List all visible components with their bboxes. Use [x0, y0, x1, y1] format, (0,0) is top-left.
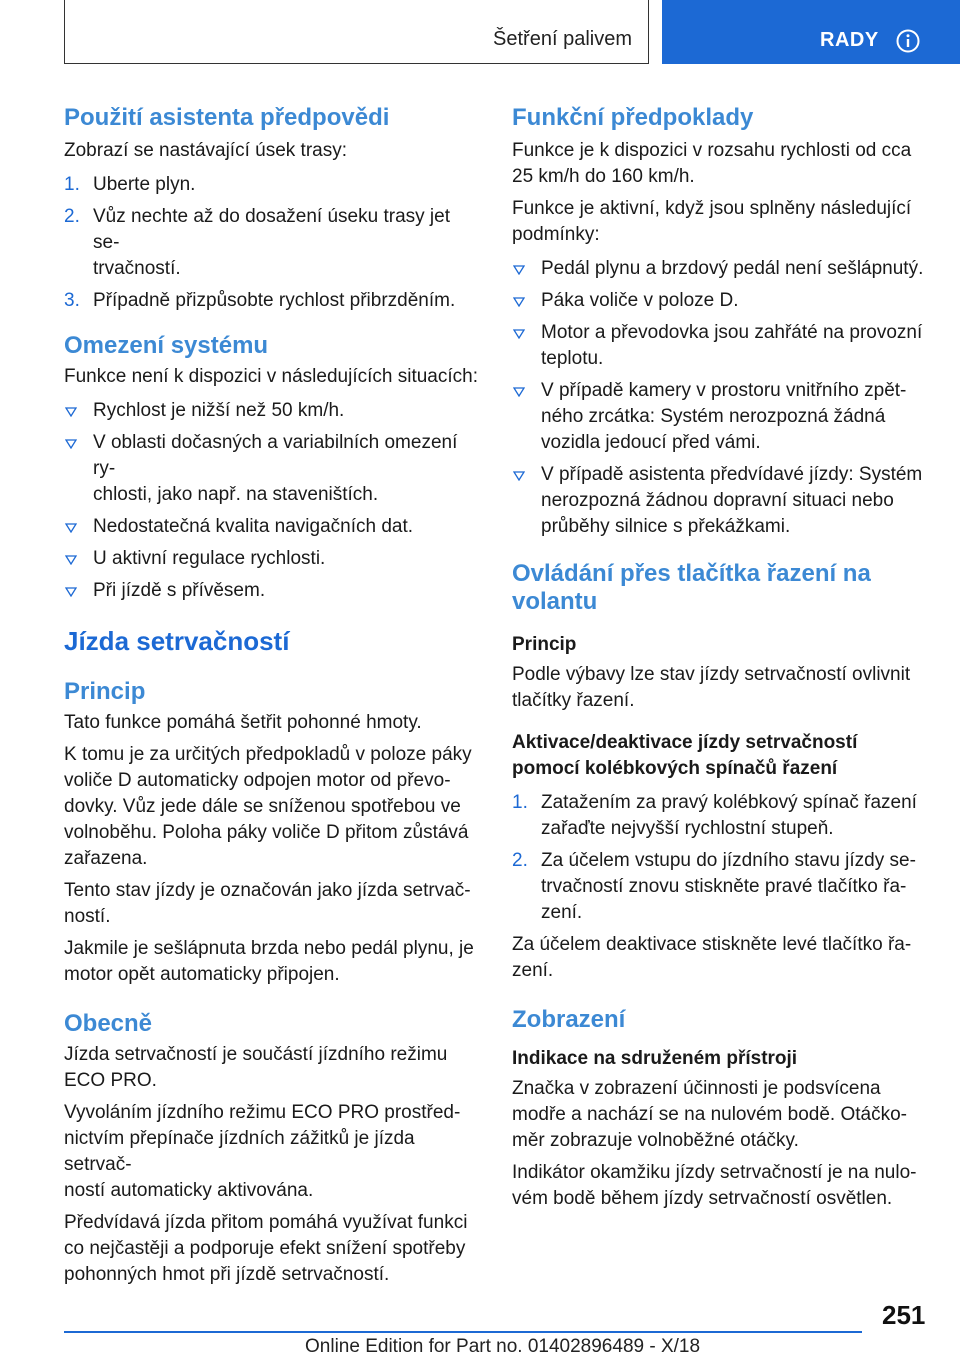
paragraph: Podle výbavy lze stav jízdy setrvačností ovlivnit tlačítky řazení.: [512, 664, 911, 711]
subheading-principle: Princip: [512, 634, 577, 655]
main-heading-coasting: Jízda setrvačností: [64, 626, 290, 656]
footer-divider: [64, 1331, 862, 1333]
bullet-triangle-icon: [513, 297, 525, 307]
list-item: 3. Případně přizpůsobte rychlost přibrzděním.: [64, 290, 456, 311]
chapter-label: RADY: [820, 29, 879, 51]
subheading-instrument-cluster: Indikace na sdruženém přístroji: [512, 1048, 798, 1069]
paragraph: Předvídavá jízda přitom pomáhá využívat funkci co nejčastěji a podporuje efekt snížení spotřeby pohonných hmot při jízdě setrvačností.: [64, 1212, 468, 1285]
paragraph: Funkce není k dispozici v následujících situacích:: [64, 366, 478, 387]
section-title: Šetření palivem: [493, 28, 632, 50]
paragraph: Vyvoláním jízdního režimu ECO PRO prostřed‐ nictvím přepínače jízdních zážitků je jízda setrvač‐ ností automaticky aktivována.: [64, 1102, 461, 1201]
subheading-activation: Aktivace/deaktivace jízdy setrvačností pomocí kolébkových spínačů řazení: [512, 732, 858, 779]
footer-edition: Online Edition for Part no. 01402896489 - X/18: [305, 1336, 701, 1357]
list-item: Nedostatečná kvalita navigačních dat.: [64, 514, 479, 540]
paragraph: Za účelem deaktivace stiskněte levé tlačítko řa‐ zení.: [512, 934, 912, 981]
bullet-triangle-icon: [513, 387, 525, 397]
bullet-triangle-icon: [65, 555, 77, 565]
bullet-triangle-icon: [513, 471, 525, 481]
section-heading-display: Zobrazení: [512, 1006, 626, 1033]
list-item: Rychlost je nižší než 50 km/h.: [64, 398, 479, 424]
bullet-triangle-icon: [65, 523, 77, 533]
bullet-triangle-icon: [513, 265, 525, 275]
paragraph: Indikátor okamžiku jízdy setrvačností je na nulo‐ vém bodě během jízdy setrvačností osvětlen.: [512, 1162, 917, 1209]
info-icon[interactable]: [896, 29, 920, 53]
bullet-list: [64, 398, 479, 604]
right-column: [512, 100, 927, 1212]
paragraph: Tento stav jízdy je označován jako jízda setrvač‐ ností.: [64, 880, 471, 927]
list-item: 2. Vůz nechte až do dosažení úseku trasy jet se‐ trvačností.: [64, 206, 450, 279]
list-item: V případě kamery v prostoru vnitřního zpět‐ ného zrcátka: Systém nerozpozná žádná vozidla jedoucí před vámi.: [512, 378, 927, 456]
bullet-triangle-icon: [65, 407, 77, 417]
list-item: V případě asistenta předvídavé jízdy: Systém nerozpozná žádnou dopravní situaci nebo průběhy silnice s překážkami.: [512, 462, 927, 540]
left-column: [64, 100, 479, 1288]
paragraph: Značka v zobrazení účinnosti je podsvícena modře a nachází se na nulovém bodě. Otáčko‐ měr zobrazuje volnoběžné otáčky.: [512, 1078, 908, 1151]
list-item: 2. Za účelem vstupu do jízdního stavu jízdy se‐ trvačností znovu stiskněte pravé tlačítko řa‐ zení.: [512, 850, 916, 923]
list-item: Motor a převodovka jsou zahřáté na provozní teplotu.: [512, 320, 927, 372]
paragraph: Tato funkce pomáhá šetřit pohonné hmoty.: [64, 712, 422, 733]
paragraph: Jakmile je sešlápnuta brzda nebo pedál plynu, je motor opět automaticky připojen.: [64, 938, 474, 985]
bullet-triangle-icon: [65, 587, 77, 597]
section-heading-general: Obecně: [64, 1010, 153, 1037]
list-item: Při jízdě s přívěsem.: [64, 578, 479, 604]
bullet-list: [512, 256, 927, 540]
bullet-triangle-icon: [513, 329, 525, 339]
paragraph: K tomu je za určitých předpokladů v poloze páky voliče D automaticky odpojen motor od převo‐ dovky. Vůz jede dále se sníženou spotřebou ve volnoběhu. Poloha páky voliče D přitom zůstává zařazena.: [64, 744, 472, 869]
paragraph: Funkce je aktivní, když jsou splněny následující podmínky:: [512, 198, 912, 245]
paragraph: Zobrazí se nastávající úsek trasy:: [64, 140, 348, 161]
section-heading-prerequisites: Funkční předpoklady: [512, 104, 754, 131]
numbered-list: [64, 172, 479, 314]
list-item: V oblasti dočasných a variabilních omezení ry‐ chlosti, jako např. na staveništích.: [64, 430, 479, 508]
list-item: U aktivní regulace rychlosti.: [64, 546, 479, 572]
chapter-tab[interactable]: [662, 0, 960, 64]
section-heading-shift-paddles: Ovládání přes tlačítka řazení na volantu: [512, 560, 871, 615]
page-number: 251: [882, 1300, 926, 1330]
list-item: 1. Zatažením za pravý kolébkový spínač řazení zařaďte nejvyšší rychlostní stupeň.: [512, 792, 917, 839]
paragraph: Funkce je k dispozici v rozsahu rychlosti od cca 25 km/h do 160 km/h.: [512, 140, 912, 187]
section-heading-predictive-assistant: Použití asistenta předpovědi: [64, 104, 390, 131]
list-item: Páka voliče v poloze D.: [512, 288, 927, 314]
list-item: Pedál plynu a brzdový pedál není sešlápnutý.: [512, 256, 927, 282]
section-heading-system-limits: Omezení systému: [64, 332, 269, 359]
header-section-tab: [64, 0, 649, 64]
section-heading-principle: Princip: [64, 678, 146, 705]
bullet-triangle-icon: [65, 439, 77, 449]
paragraph: Jízda setrvačností je součástí jízdního režimu ECO PRO.: [64, 1044, 448, 1091]
numbered-list: [512, 790, 927, 926]
list-item: 1. Uberte plyn.: [64, 174, 196, 195]
